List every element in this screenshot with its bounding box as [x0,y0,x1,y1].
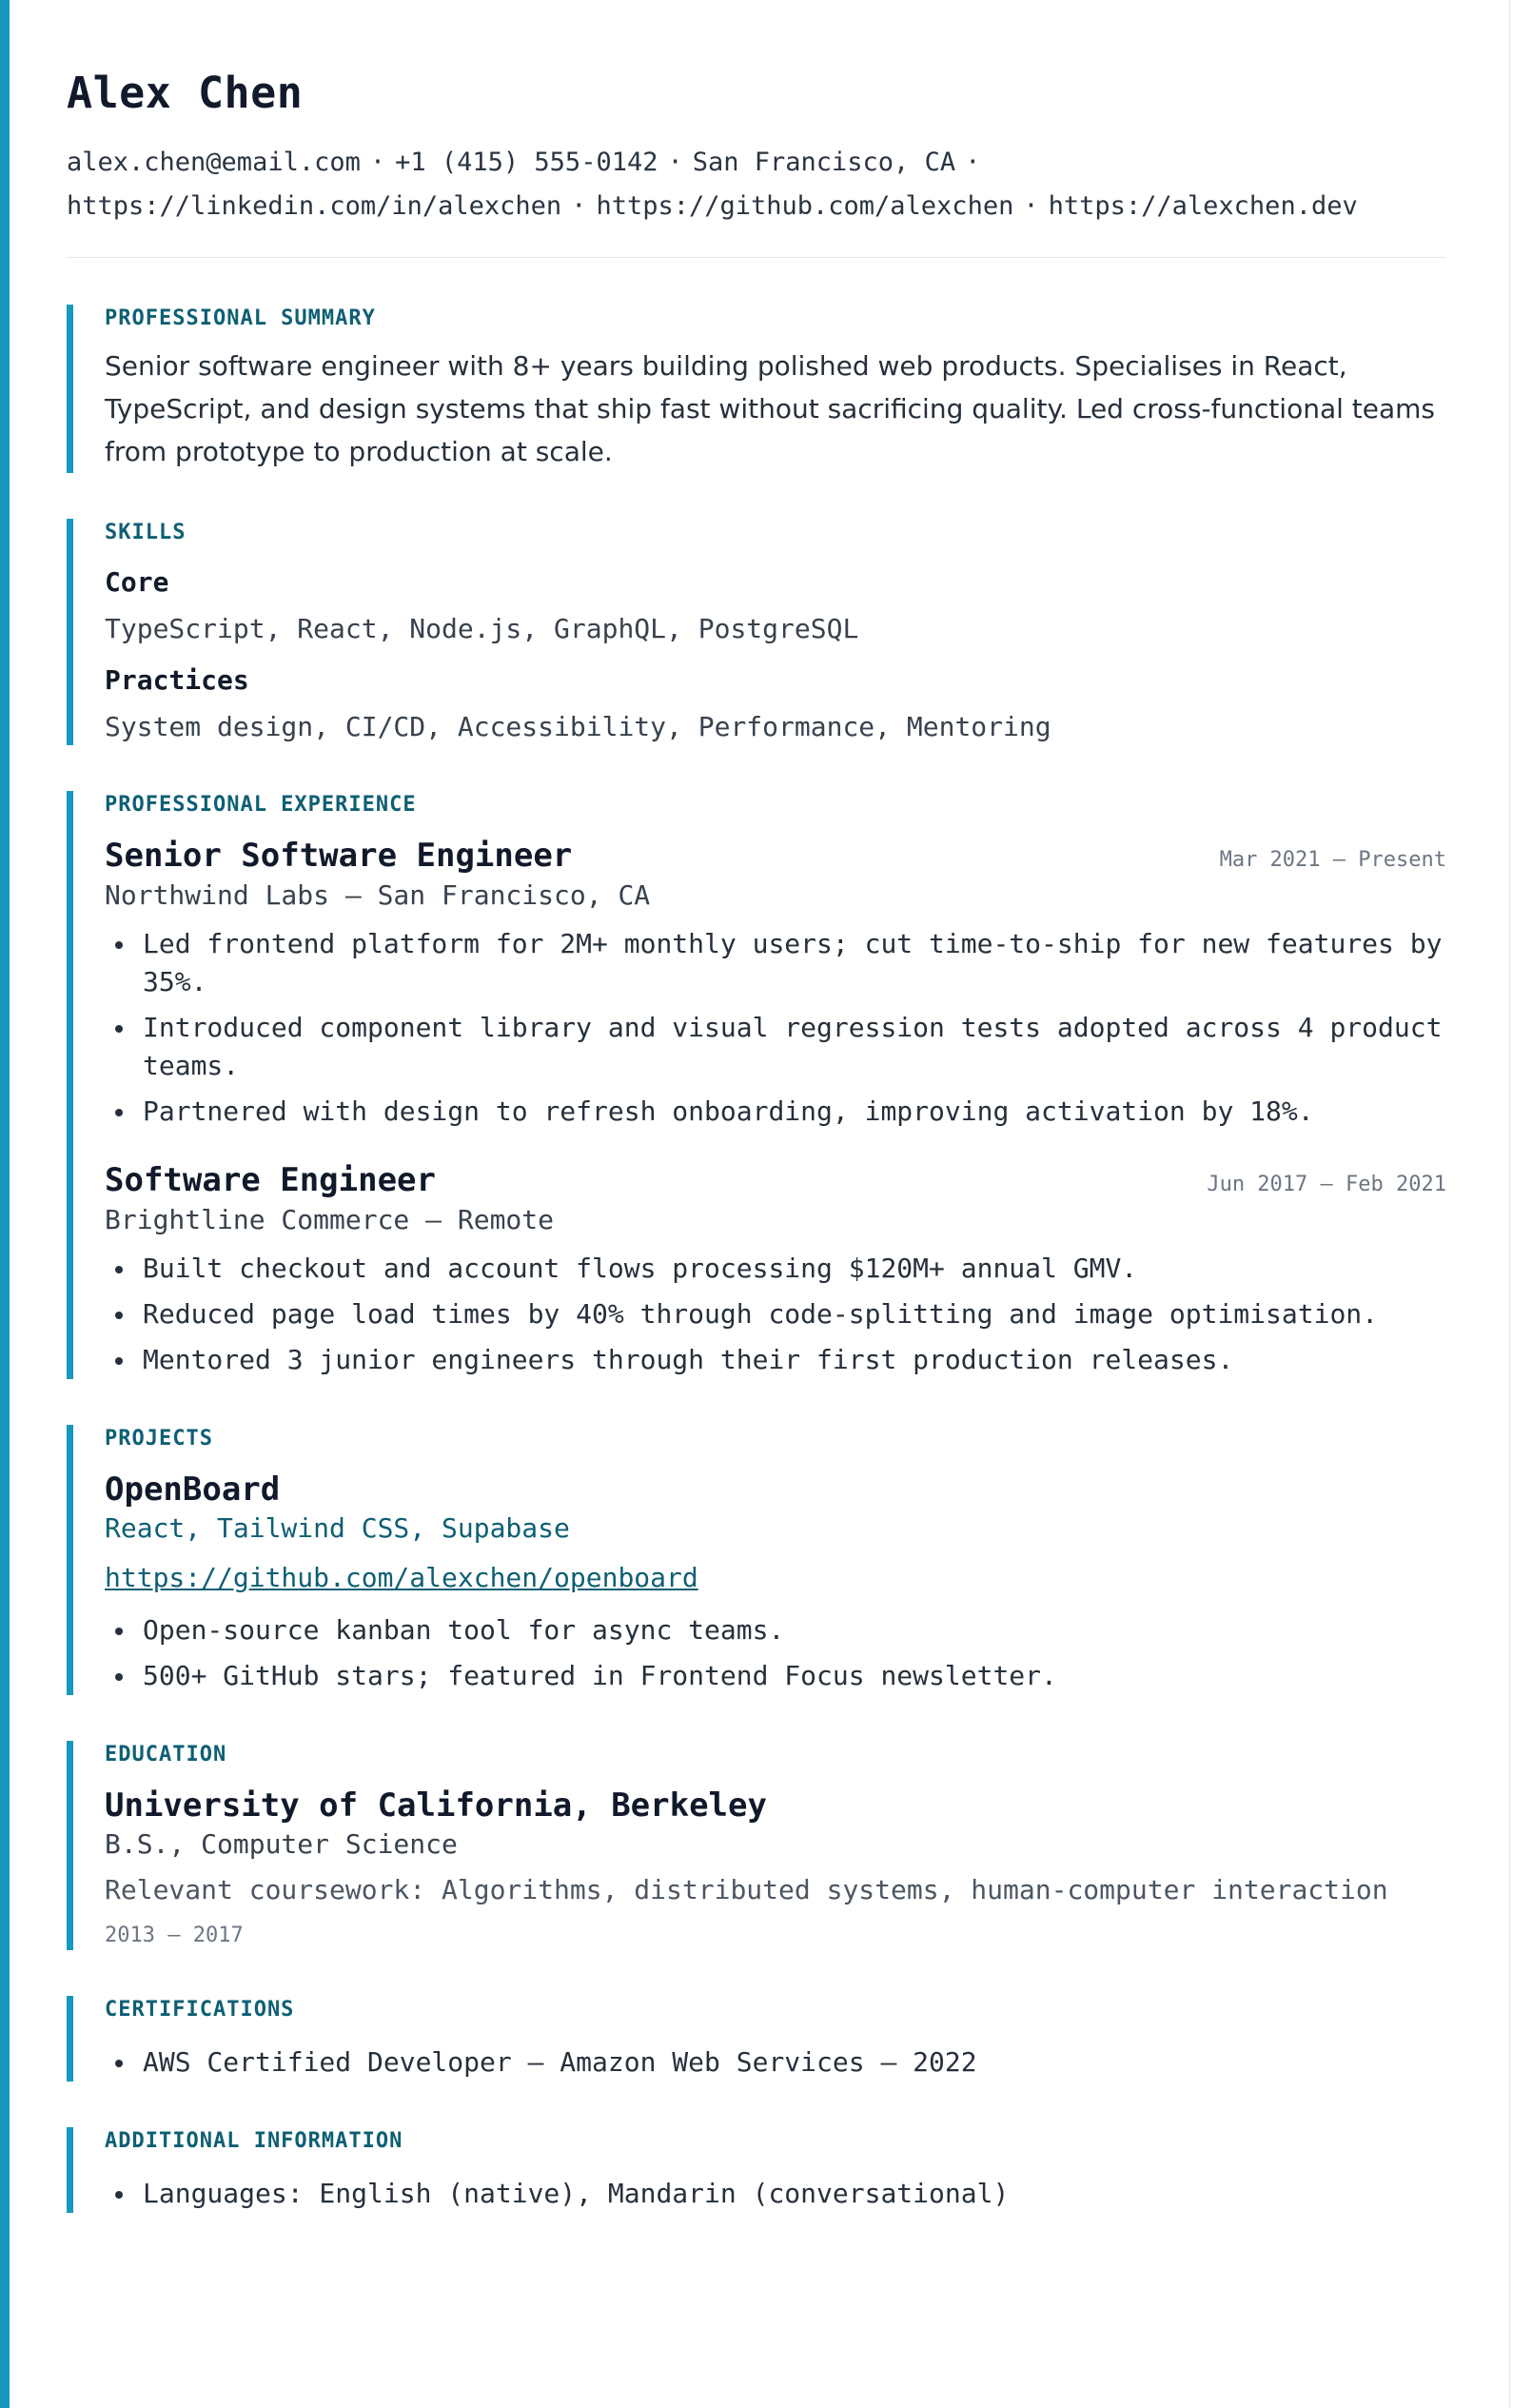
additional-section [67,2127,1446,2213]
education-entry [105,1785,1446,1950]
section-title: EDUCATION [105,1743,227,1767]
phone-number[interactable]: +1 (415) 555-0142 [395,148,658,177]
job-org: Northwind Labs — San Francisco, CA [105,879,651,911]
separator: · [571,191,587,221]
job-dates: Mar 2021 – Present [1219,848,1446,872]
job-entry [105,1159,1446,1379]
section-title: ADDITIONAL INFORMATION [105,2129,403,2153]
list-item: 500+ GitHub stars; featured in Frontend Focus newsletter. [105,1657,1446,1695]
skills-section [67,519,1446,745]
list-item: Led frontend platform for 2M+ monthly users; cut time-to-ship for new features by 35%. [105,925,1446,1001]
education-section [67,1741,1446,1950]
additional-list [105,2175,1446,2213]
job-title: Software Engineer [105,1161,436,1199]
projects-section [67,1425,1446,1695]
project-tech: React, Tailwind CSS, Supabase [105,1512,570,1544]
job-org: Brightline Commerce — Remote [105,1204,555,1235]
job-bullets [105,925,1446,1131]
list-item: Open-source kanban tool for async teams. [105,1611,1446,1649]
section-title: PROFESSIONAL SUMMARY [105,306,376,330]
certifications-section [67,1996,1446,2082]
separator: · [1023,191,1039,221]
job-bullets [105,1250,1446,1379]
location: San Francisco, CA [692,148,956,177]
summary-text: Senior software engineer with 8+ years building polished web products. Specialises in React, TypeScript, and design systems that ship fast without sacrificing quality. Led cross-functional teams from prototype to production at scale. [105,350,1436,467]
certification-list [105,2043,1446,2082]
job-dates: Jun 2017 – Feb 2021 [1207,1173,1446,1196]
list-item: Reduced page load times by 40% through code-splitting and image optimisation. [105,1295,1446,1333]
section-title: PROJECTS [105,1427,213,1451]
job-title: Senior Software Engineer [105,837,573,875]
list-item: Languages: English (native), Mandarin (conversational) [105,2175,1446,2213]
project-link[interactable]: https://github.com/alexchen/openboard [105,1562,698,1593]
header-divider [67,257,1446,258]
list-item: Built checkout and account flows processing $120M+ annual GMV. [105,1250,1446,1288]
list-item: AWS Certified Developer — Amazon Web Services — 2022 [105,2043,1446,2082]
coursework: Relevant coursework: Algorithms, distributed systems, human-computer interaction [105,1874,1388,1905]
separator: · [965,148,981,177]
list-item: Mentored 3 junior engineers through their first production releases. [105,1341,1446,1379]
candidate-name: Alex Chen [67,68,304,118]
job-header [105,835,1446,877]
skill-group [105,662,1446,745]
contact-info [67,141,1465,228]
skill-group [105,564,1446,647]
section-title: PROFESSIONAL EXPERIENCE [105,793,417,817]
section-title: SKILLS [105,521,187,544]
degree: B.S., Computer Science [105,1828,458,1860]
project-entry [105,1469,1446,1695]
separator: · [369,148,386,177]
list-item: Introduced component library and visual regression tests adopted across 4 product teams. [105,1009,1446,1085]
section-title: CERTIFICATIONS [105,1998,295,2022]
website-link[interactable]: https://alexchen.dev [1048,191,1358,221]
list-item: Partnered with design to refresh onboarding, improving activation by 18%. [105,1093,1446,1131]
skill-group-items: System design, CI/CD, Accessibility, Performance, Mentoring [105,711,1051,742]
school-name: University of California, Berkeley [105,1786,767,1825]
job-header [105,1159,1446,1201]
project-bullets [105,1611,1446,1695]
project-name: OpenBoard [105,1470,281,1509]
skill-group-name: Practices [105,664,249,696]
linkedin-link[interactable]: https://linkedin.com/in/alexchen [67,191,562,221]
education-dates: 2013 – 2017 [105,1924,244,1947]
experience-section [67,791,1446,1379]
separator: · [667,148,683,177]
github-link[interactable]: https://github.com/alexchen [596,191,1014,221]
skill-group-items: TypeScript, React, Node.js, GraphQL, PostgreSQL [105,613,859,644]
job-entry [105,835,1446,1131]
email-link[interactable]: alex.chen@email.com [67,148,361,177]
skill-group-name: Core [105,566,169,598]
summary-section [67,305,1446,473]
